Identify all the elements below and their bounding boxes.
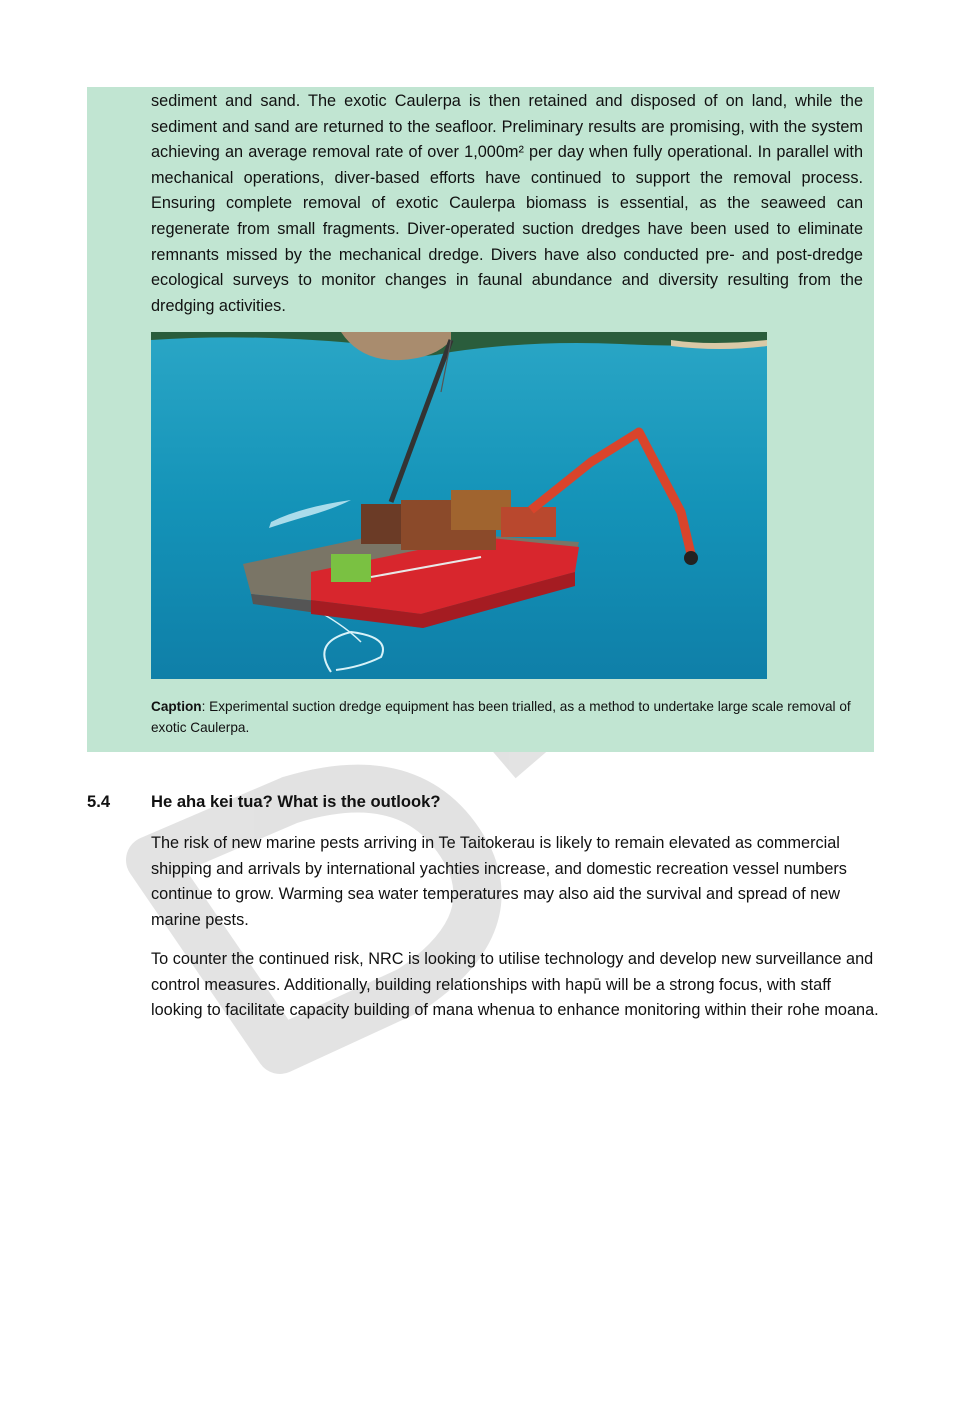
highlight-box [87, 87, 874, 752]
section-heading [87, 792, 867, 816]
photo-caption [151, 696, 851, 738]
outlook-paragraph-1: The risk of new marine pests arriving in Te Taitokerau is likely to remain elevated as commercial shipping and arrivals by international yachties increase, and domestic recreation vessel numbers continue to grow. Warming sea water temperatures may also aid the survival and spread of new marine pests. [151, 834, 847, 929]
section-title: He aha kei tua? What is the outlook? [151, 792, 441, 811]
outlook-paragraph-2: To counter the continued risk, NRC is looking to utilise technology and develop new surveillance and control measures. Additionally, building relationships with hapū will be a strong focus, with staff looking to facilitate capacity building of mana whenua to enhance monitoring within their rohe moana. [151, 950, 879, 1020]
caption-label: Caption [151, 699, 202, 714]
caption-text: : Experimental suction dredge equipment has been trialled, as a method to undertake large scale removal of exotic Caulerpa. [151, 699, 851, 735]
section-number: 5.4 [87, 792, 111, 811]
box-paragraph: sediment and sand. The exotic Caulerpa is then retained and disposed of on land, while the sediment and sand are returned to the seafloor. Preliminary results are promising, with the system achieving an average removal rate of over 1,000m² per day when fully operational. In parallel with mechanical operations, diver-based efforts have continued to support the removal process. Ensuring complete removal of exotic Caulerpa biomass is essential, as the seaweed can regenerate from small fragments. Diver-operated suction dredges have been used to eliminate remnants missed by the mechanical dredge. Divers have also conducted pre- and post-dredge ecological surveys to monitor changes in faunal abundance and diversity resulting from the dredging activities. [151, 92, 863, 315]
dredge-barge-photo [151, 332, 767, 679]
